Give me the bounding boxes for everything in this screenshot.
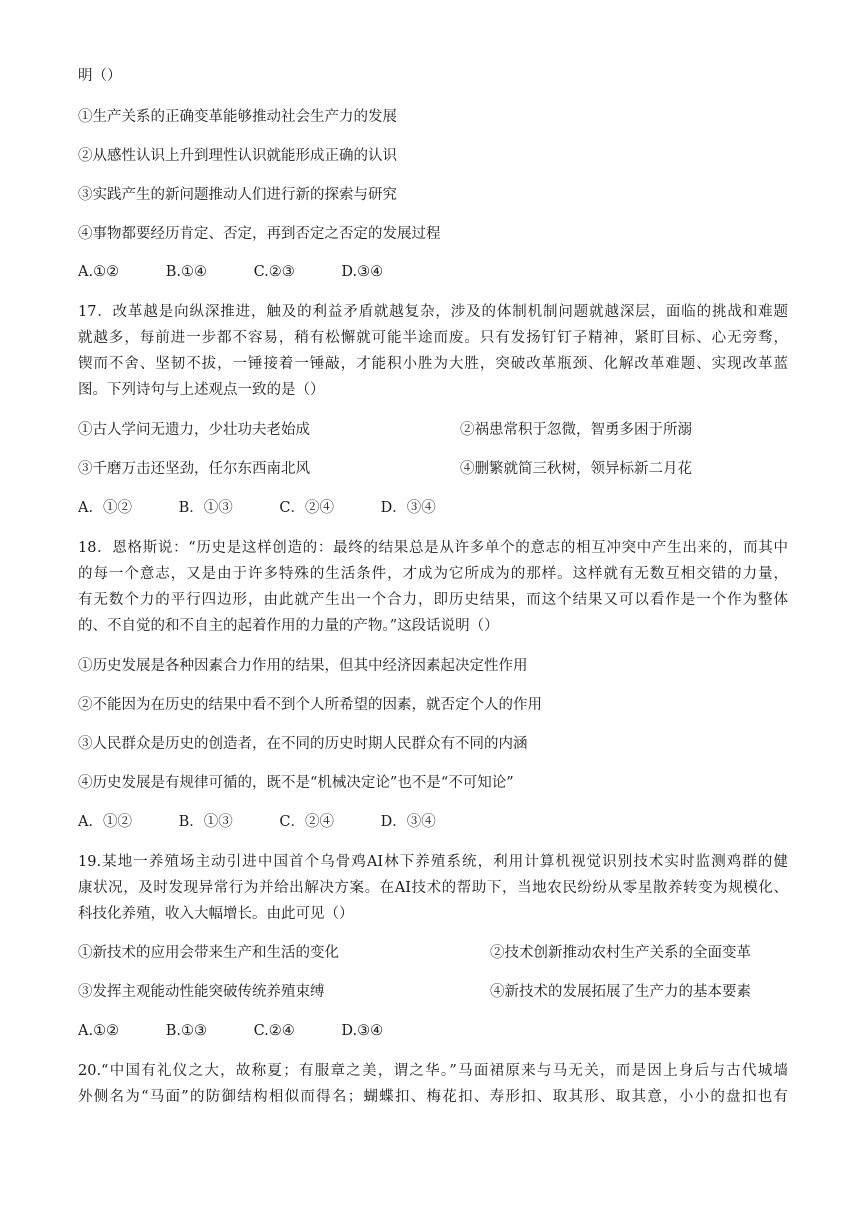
q16-stem-tail: 明（） xyxy=(78,68,122,84)
q17-option-d: D．③④ xyxy=(380,500,436,516)
q16-option-a: A.①② xyxy=(78,264,120,280)
q19-stem-line-3: 科技化养殖，收入大幅增长。由此可见（） xyxy=(78,906,354,922)
q18-statement-3: ③人民群众是历史的创造者，在不同的历史时期人民群众有不同的内涵 xyxy=(78,736,528,752)
q18-statement-2: ②不能因为在历史的结果中看不到个人所希望的因素，就否定个人的作用 xyxy=(78,697,542,713)
q19-statement-4: ④新技术的发展拓展了生产力的基本要素 xyxy=(490,984,751,1000)
q17-statements-row-1 xyxy=(78,420,788,440)
q19-option-c: C.②④ xyxy=(253,1023,295,1039)
q17-statements-row-2 xyxy=(78,459,788,479)
q19-statement-1: ①新技术的应用会带来生产和生活的变化 xyxy=(78,945,339,961)
q18-option-b: B．①③ xyxy=(178,814,233,830)
q17-statement-3: ③千磨万击还坚劲，任尔东西南北风 xyxy=(78,461,310,477)
q18-option-d: D．③④ xyxy=(380,814,436,830)
q18-option-a: A．①② xyxy=(78,814,132,830)
q17-stem-line-4: 图。下列诗句与上述观点一致的是（） xyxy=(78,382,325,398)
q19-statement-2: ②技术创新推动农村生产关系的全面变革 xyxy=(490,945,751,961)
q17-statement-1: ①古人学问无遗力，少壮功夫老始成 xyxy=(78,422,310,438)
q19-stem-line-1: 19.某地一养殖场主动引进中国首个乌骨鸡AI林下养殖系统，利用计算机视觉识别技术实时监测鸡群的健 xyxy=(78,854,788,870)
q16-option-b: B.①④ xyxy=(165,264,207,280)
q20-stem-line-1: 20.“中国有礼仪之大，故称夏；有服章之美，谓之华。”马面裙原来与马无关，而是因上身后与古代城墙 xyxy=(78,1063,788,1079)
q19-option-a: A.①② xyxy=(78,1023,120,1039)
q18-options xyxy=(78,812,788,832)
q19-option-b: B.①③ xyxy=(165,1023,207,1039)
q16-statement-2: ②从感性认识上升到理性认识就能形成正确的认识 xyxy=(78,148,397,164)
q16-statement-3: ③实践产生的新问题推动人们进行新的探索与研究 xyxy=(78,187,397,203)
q17-statement-4: ④删繁就简三秋树，领异标新二月花 xyxy=(460,461,692,477)
q19-statement-3: ③发挥主观能动性能突破传统养殖束缚 xyxy=(78,984,325,1000)
q17-option-c: C．②④ xyxy=(279,500,334,516)
q17-stem-line-2: 就越多，每前进一步都不容易，稍有松懈就可能半途而废。只有发扬钉钉子精神，紧盯目标、心无旁骛， xyxy=(78,330,788,346)
q20-stem-line-2: 外侧名为“马面”的防御结构相似而得名；蝴蝶扣、梅花扣、寿形扣、取其形、取其意，小小的盘扣也有 xyxy=(78,1089,788,1105)
q18-stem-line-2: 的每一个意志，又是由于许多特殊的生活条件，才成为它所成为的那样。这样就有无数互相交错的力量， xyxy=(78,566,788,582)
q18-stem-line-3: 有无数个力的平行四边形，由此就产生出一个合力，即历史结果，而这个结果又可以看作是一个作为整体 xyxy=(78,592,788,608)
q19-stem-line-2: 康状况，及时发现异常行为并给出解决方案。在AI技术的帮助下，当地农民纷纷从零星散养转变为规模化、 xyxy=(78,880,788,896)
q17-option-a: A．①② xyxy=(78,500,132,516)
q18-option-c: C．②④ xyxy=(279,814,334,830)
q19-options xyxy=(78,1021,788,1041)
q18-stem-line-1: 18．恩格斯说：“历史是这样创造的：最终的结果总是从许多单个的意志的相互冲突中产生出来的，而其中 xyxy=(78,540,788,556)
q17-options xyxy=(78,498,788,518)
q17-stem-line-1: 17．改革越是向纵深推进，触及的利益矛盾就越复杂，涉及的体制机制问题就越深层，面临的挑战和难题 xyxy=(78,304,788,320)
q16-statement-1: ①生产关系的正确变革能够推动社会生产力的发展 xyxy=(78,109,397,125)
q18-statement-4: ④历史发展是有规律可循的，既不是“机械决定论”也不是“不可知论” xyxy=(78,775,514,791)
q18-statement-1: ①历史发展是各种因素合力作用的结果，但其中经济因素起决定性作用 xyxy=(78,658,528,674)
q16-statement-4: ④事物都要经历肯定、否定，再到否定之否定的发展过程 xyxy=(78,226,441,242)
q17-statement-2: ②祸患常积于忽微，智勇多困于所溺 xyxy=(460,422,692,438)
q19-option-d: D.③④ xyxy=(341,1023,384,1039)
q17-option-b: B．①③ xyxy=(178,500,233,516)
q18-stem-line-4: 的、不自觉的和不自主的起着作用的力量的产物。”这段话说明（） xyxy=(78,618,499,634)
q19-statements-row-2 xyxy=(78,982,788,1002)
q16-option-c: C.②③ xyxy=(253,264,295,280)
q16-option-d: D.③④ xyxy=(341,264,384,280)
q19-statements-row-1 xyxy=(78,943,788,963)
q17-stem-line-3: 锲而不舍、坚韧不拔，一锤接着一锤敲，才能积小胜为大胜，突破改革瓶颈、化解改革难题、实现改革蓝 xyxy=(78,356,788,372)
q16-options xyxy=(78,262,788,282)
